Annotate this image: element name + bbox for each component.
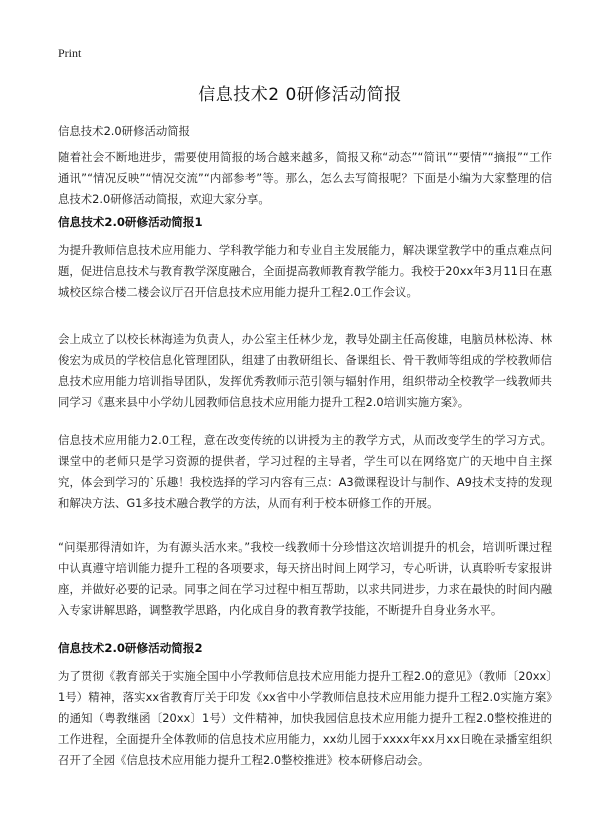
intro-paragraph: 随着社会不断地进步，需要使用简报的场合越来越多，简报又称“动态”“简讯”“要情”“摘报”“工作通讯”“情况反映”“情况交流”“内部参考”等。那么，怎么去写简报呢？下面是小编为大家整理的信息技术2.0研修活动简报，欢迎大家分享。 — [58, 150, 552, 206]
subtitle: 信息技术2.0研修活动简报 — [58, 124, 191, 138]
section-heading-1: 信息技术2.0研修活动简报1 — [58, 215, 203, 229]
section1-paragraph-4: “问渠那得清如许，为有源头活水来。”我校一线教师十分珍惜这次培训提升的机会，培训听课过程中认真遵守培训能力提升工程的各项要求，每天挤出时间上网学习，专心听讲，认真聆听专家报讲座，并做好必要的记录。同事之间在学习过程中相互帮助，以求共同进步，力求在最快的时间内融入专家讲解思路，调整教学思路，内化成自身的教育教学技能，不断提升自身业务水平。 — [58, 540, 552, 617]
section1-paragraph-1: 为提升教师信息技术应用能力、学科教学能力和专业自主发展能力，解决课堂教学中的重点难点问题，促进信息技术与教育教学深度融合，全面提高教师教育教学能力。我校于20xx年3月11日在惠城校区综合楼二楼会议厅召开信息技术应用能力提升工程2.0工作会议。 — [58, 243, 552, 299]
section2-paragraph-1: 为了贯彻《教育部关于实施全国中小学教师信息技术应用能力提升工程2.0的意见》（教师〔20xx〕1号）精神，落实xx省教育厅关于印发《xx省中小学教师信息技术应用能力提升工程2.0实施方案》的通知（粤教继函〔20xx〕1号）文件精神，加快我园信息技术应用能力提升工程2.0整校推进的工作进程，全面提升全体教师的信息技术应用能力，xx幼儿园于xxxx年xx月xx日晚在录播室组织召开了全园《信息技术应用能力提升工程2.0整校推进》校本研修启动会。 — [58, 669, 552, 767]
page-title: 信息技术2 0研修活动简报 — [198, 85, 402, 105]
print-link[interactable]: Print — [58, 46, 82, 60]
section1-paragraph-2: 会上成立了以校长林海逵为负责人，办公室主任林少龙，教导处副主任高俊雄，电脑员林松涛、林俊宏为成员的学校信息化管理团队，组建了由教研组长、备课组长、骨干教师等组成的学校教师信息技术应用能力培训指导团队，发挥优秀教师示范引领与辐射作用，组织带动全校教学一线教师共同学习《惠来县中小学幼儿园教师信息技术应用能力提升工程2.0培训实施方案》。 — [58, 332, 552, 409]
section-heading-2: 信息技术2.0研修活动简报2 — [58, 641, 203, 655]
section1-paragraph-3: 信息技术应用能力2.0工程，意在改变传统的以讲授为主的教学方式，从而改变学生的学习方式。课堂中的老师只是学习资源的提供者，学习过程的主导者，学生可以在网络宽广的天地中自主探究，体会到学习的`乐趣！我校选择的学习内容有三点：A3微课程设计与制作、A9技术支持的发现和解决方法、G1多技术融合教学的方法，从而有利于校本研修工作的开展。 — [58, 433, 552, 510]
